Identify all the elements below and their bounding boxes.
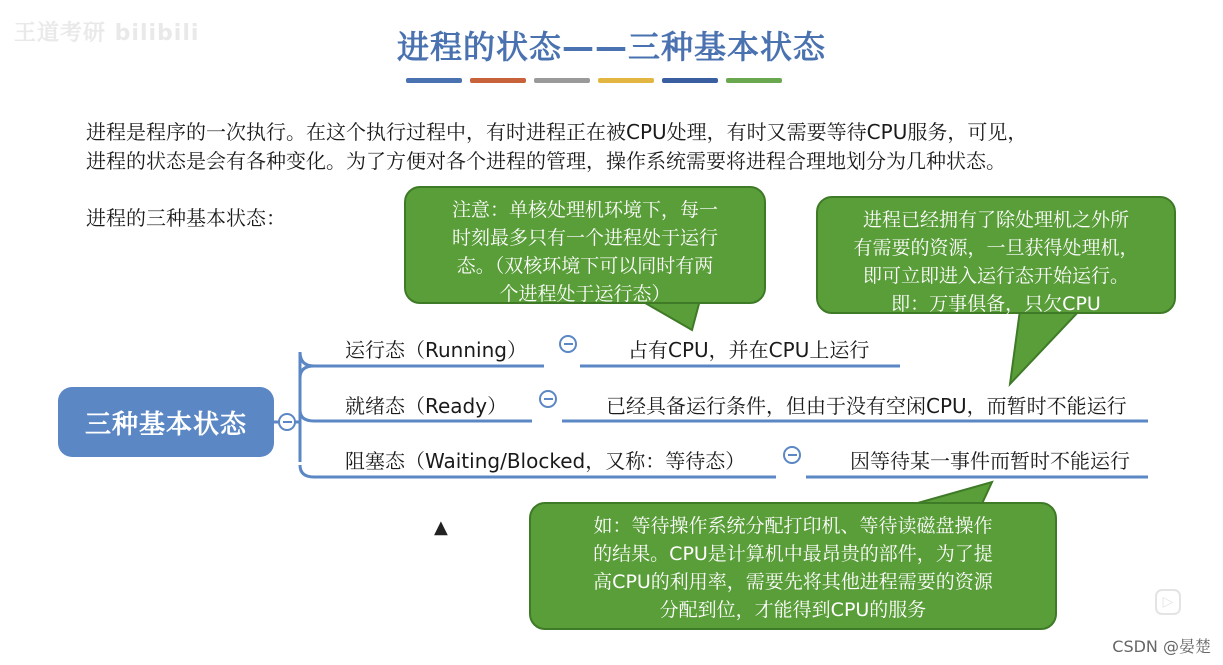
running-detail[interactable]: 占有CPU，并在CPU上运行	[628, 338, 870, 362]
intro-line: 进程是程序的一次执行。在这个执行过程中，有时进程正在被CPU处理，有时又需要等待CPU服务，可见，	[86, 120, 1028, 144]
callout-line: 分配到位，才能得到CPU的服务	[659, 599, 927, 621]
callout-line: 个进程处于运行态）	[499, 283, 671, 305]
mouse-pointer-icon: ▲	[434, 517, 448, 538]
callout-line: 即可立即进入运行态开始运行。	[862, 265, 1129, 287]
callout-line: 时刻最多只有一个进程处于运行	[451, 227, 718, 249]
callout-line: 的结果。CPU是计算机中最昂贵的部件，为了提	[593, 543, 993, 565]
intro-line: 进程的状态是会有各种变化。为了方便对各个进程的管理，操作系统需要将进程合理地划分为几种状态。	[86, 149, 1006, 173]
callout-line: 高CPU的利用率，需要先将其他进程需要的资源	[593, 571, 993, 593]
branch-blocked-label[interactable]: 阻塞态（Waiting/Blocked，又称：等待态）	[345, 449, 746, 473]
callout-line: 有需要的资源，一旦获得处理机，	[853, 237, 1139, 259]
callout-line: 注意：单核处理机环境下，每一	[451, 199, 718, 221]
callout-line: 进程已经拥有了除处理机之外所	[862, 209, 1129, 231]
play-icon[interactable]: ▷	[1155, 589, 1181, 615]
callout-line: 如：等待操作系统分配打印机、等待读磁盘操作	[593, 515, 993, 537]
callout-line: 即：万事俱备，只欠CPU	[891, 293, 1101, 315]
callout-ready-explanation	[816, 196, 1176, 314]
ready-detail[interactable]: 已经具备运行条件，但由于没有空闲CPU，而暂时不能运行	[606, 394, 1127, 418]
states-heading: 进程的三种基本状态：	[86, 206, 286, 230]
callout-single-core-note	[404, 186, 766, 304]
branch-ready-label[interactable]: 就绪态（Ready）	[345, 394, 508, 418]
blocked-detail[interactable]: 因等待某一事件而暂时不能运行	[850, 449, 1130, 473]
callout-blocked-example	[529, 502, 1057, 630]
callout-line: 态。（双核环境下可以同时有两	[456, 255, 714, 277]
csdn-credit: CSDN @晏楚	[1112, 637, 1211, 656]
branch-running-label[interactable]: 运行态（Running）	[345, 338, 527, 362]
mindmap-root-node[interactable]: 三种基本状态	[58, 387, 274, 457]
slide-title: 进程的状态——三种基本状态	[396, 28, 826, 66]
watermark-logo: 王道考研 bilibili	[14, 21, 200, 46]
